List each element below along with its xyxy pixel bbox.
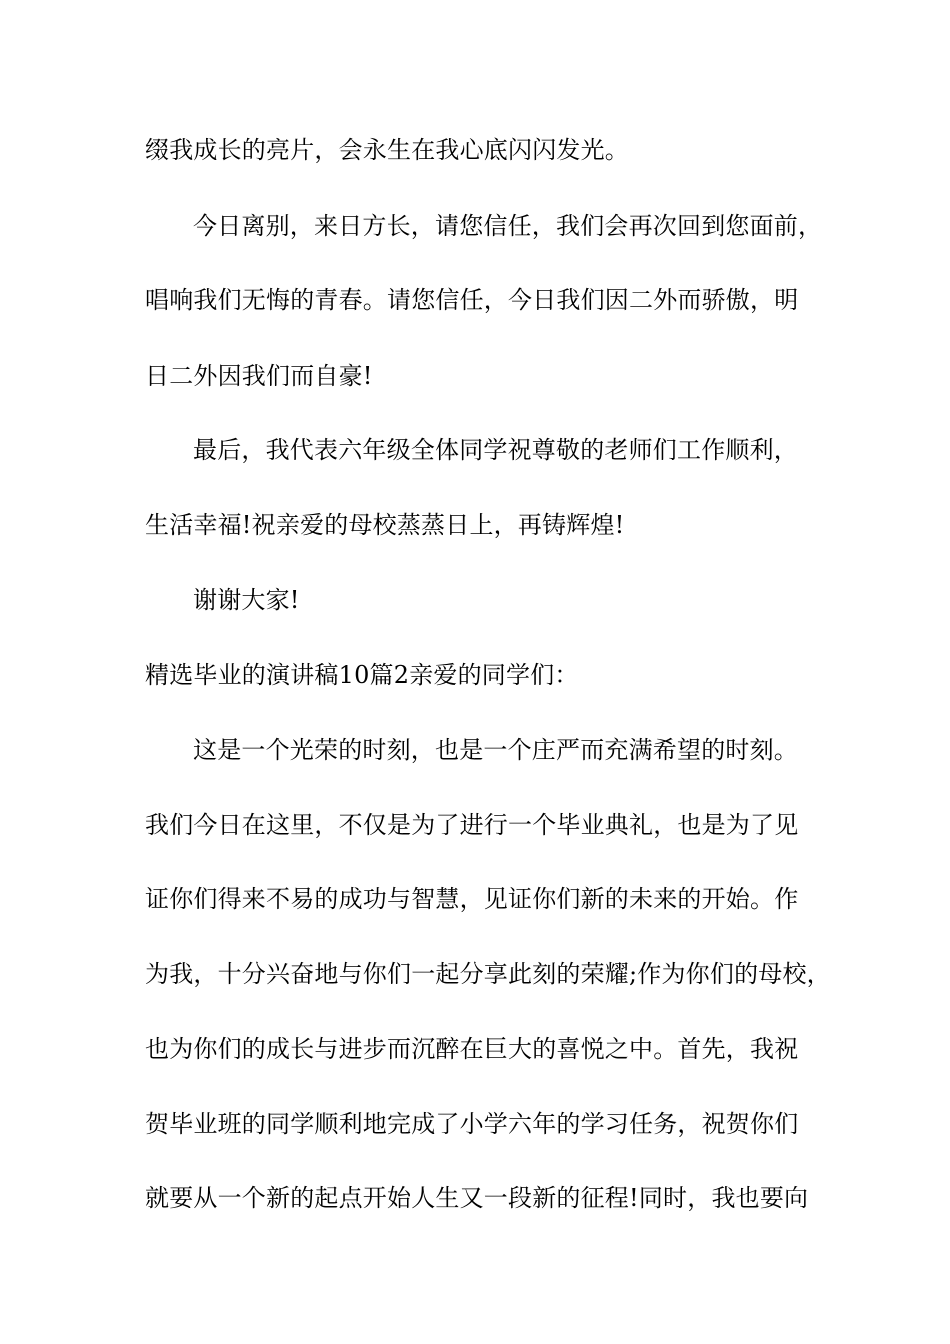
text-line: 我们今日在这里，不仅是为了进行一个毕业典礼，也是为了见: [145, 811, 799, 839]
text-line: 缀我成长的亮片，会永生在我心底闪闪发光。: [145, 136, 629, 164]
text-line: 唱响我们无悔的青春。请您信任，今日我们因二外而骄傲，明: [145, 286, 799, 314]
paragraph-first-line: 谢谢大家!: [193, 586, 300, 614]
text-line: 也为你们的成长与进步而沉醉在巨大的喜悦之中。首先，我祝: [145, 1035, 799, 1063]
text-line: 贺毕业班的同学顺利地完成了小学六年的学习任务，祝贺你们: [145, 1110, 799, 1138]
text-line: 证你们得来不易的成功与智慧，见证你们新的未来的开始。作: [145, 885, 799, 913]
section-heading: 精选毕业的演讲稿10篇2亲爱的同学们：: [145, 661, 579, 689]
text-line: 日二外因我们而自豪!: [145, 362, 373, 390]
paragraph-first-line: 最后，我代表六年级全体同学祝尊敬的老师们工作顺利，: [193, 436, 798, 464]
text-line: 生活幸福!祝亲爱的母校蒸蒸日上，再铸辉煌!: [145, 511, 625, 539]
text-line: 就要从一个新的起点开始人生又一段新的征程!同时，我也要向: [145, 1184, 809, 1212]
paragraph-first-line: 今日离别，来日方长，请您信任，我们会再次回到您面前，: [193, 212, 823, 240]
text-line: 为我，十分兴奋地与你们一起分享此刻的荣耀;作为你们的母校，: [145, 960, 831, 988]
paragraph-first-line: 这是一个光荣的时刻，也是一个庄严而充满希望的时刻。: [193, 736, 798, 764]
